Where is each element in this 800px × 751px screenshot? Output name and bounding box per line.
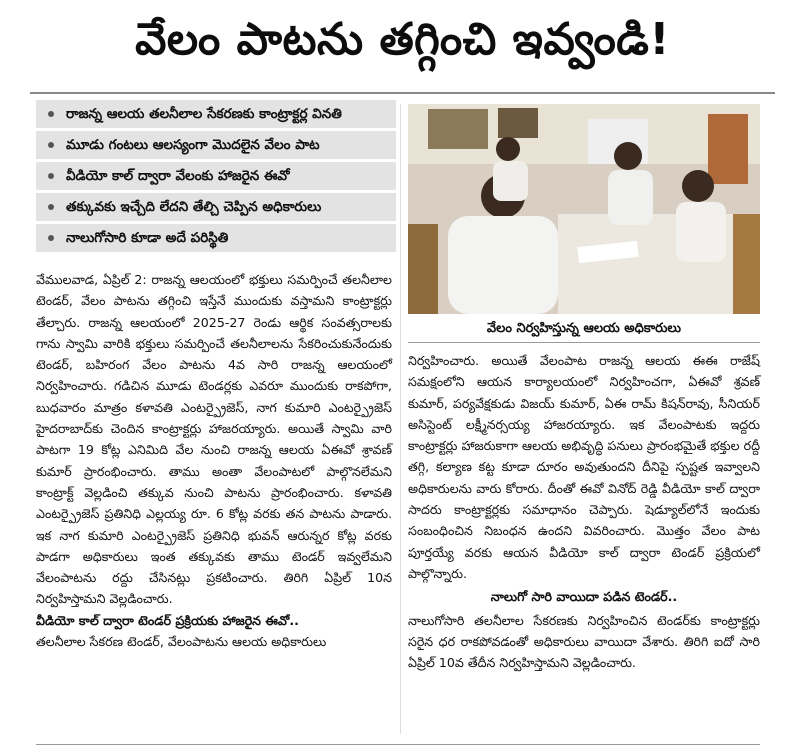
officials-meeting-photo (408, 104, 760, 314)
article-body-left: వేములవాడ, ఏప్రిల్ 2: రాజన్న ఆలయంలో భక్తులు సమర్పించే తలనీలాల టెండర్, వేలం పాటను తగ్గించి ఇస్తేనే ముందుకు వస్తామని కాంట్రాక్టర్లు తేల్చారు. రాజన్న ఆలయంలో 2025-27 రెండు ఆర్థిక సంవత్సరాలకు గాను స్వామి వారికి భక్తులు సమర్పించే తలనీలాలను సేకరించుకునేందుకు టెండర్, బహిరంగ వేలం పాటను 4వ సారి రాజన్న ఆలయంలో నిర్వహించారు. గడిచిన మూడు టెండర్లకు ఎవరూ ముందుకు రాకపోగా, బుధవారం మాత్రం కళావతి ఎంటర్ప్రైజెస్, నాగ కుమారి ఎంటర్ప్రైజెస్ హైదరాబాద్‌కు చెందిన కాంట్రాక్టర్లు హాజరయ్యారు. అయితే స్వామి వారి పాటగా 19 కోట్ల ఎనిమిది వేల నుంచి రాజన్న ఆలయ ఏఈవో శ్రావణ్ కుమార్ ప్రారంభించారు. తాము అంతా వేలంపాటలో పాల్గొనలేమని కాంట్రాక్ట్ వెల్లడించి తక్కువ నుంచి పాటను ప్రారంభించారు. కళావతి ఎంటర్ప్రైజెస్ ప్రతినిధి ఎల్లయ్య రూ. 6 కోట్ల వరకు తన పాటను పాడారు. ఇక నాగ కుమారి ఎంటర్ప్రైజెస్ ప్రతినిధి భువన్ ఆరున్నర కోట్ల వరకు పాడగా అధికారులు ఇంత తక్కువకు తాము టెండర్ ఇవ్వలేమని వేలంపాటను రద్దు చేసినట్లు ప్రకటించారు. తిరిగి ఏప్రిల్ 10న నిర్వహిస్తామని వెల్లడించారు. (36, 272, 392, 607)
bullet-text: తక్కువకు ఇచ్చేది లేదని తేల్చి చెప్పిన అధికారులు (66, 199, 322, 215)
news-photo (408, 104, 760, 314)
bullet-item (36, 162, 396, 190)
article-body-right: నిర్వహించారు. అయితే వేలంపాట రాజన్న ఆలయ ఈఈ రాజేష్ సమక్షంలోని ఆయన కార్యాలయంలో నిర్వహించగా, ఏఈవో శ్రవణ్ కుమార్, పర్యవేక్షకుడు విజయ్ కుమార్, ఏఈ రామ్ కిషన్‌రావు, సీనియర్ అసిస్టెంట్ లక్ష్మీనర్సయ్య హాజరయ్యారు. ఇక వేలంపాటకు ఇద్దరు కాంట్రాక్టర్లు హాజరుకాగా ఆలయ అభివృద్ధి పనులు ప్రారంభమైతే భక్తుల రద్దీ తగ్గి, కల్యాణ కట్ట కూడా దూరం అవుతుందని దీనిపై స్పష్టత ఇవ్వాలని అధికారులను వారు కోరారు. దీంతో ఈవో వినోద్ రెడ్డి వీడియో కాల్ ద్వారా సాదరు కాంట్రాక్టర్లకు సమాధానం చెప్పారు. షెడ్యూల్‌లోనే ఇందుకు సంబంధించిన నిబంధన ఉందని వివరించారు. మొత్తం వేలం పాట పూర్తయ్యే వరకు ఆయన వీడియో కాల్ ద్వారా టెండర్ ప్రక్రియలో పాల్గొన్నారు. (408, 353, 760, 581)
bullet-text: నాలుగోసారి కూడా అదే పరిస్థితి (66, 230, 229, 246)
bullet-item (36, 131, 396, 159)
headline-divider (30, 92, 775, 94)
bullet-list (36, 100, 396, 255)
photo-caption: వేలం నిర్వహిస్తున్న ఆలయ అధికారులు (408, 318, 760, 343)
bullet-dot-icon (48, 111, 54, 117)
bullet-dot-icon (48, 204, 54, 210)
bullet-text: వీడియో కాల్ ద్వారా వేలంకు హాజరైన ఈవో (66, 168, 290, 184)
subheading-postponed: నాలుగో సారి వాయిదా పడిన టెండర్.. (490, 589, 678, 605)
bullet-dot-icon (48, 235, 54, 241)
article-left-column (36, 269, 392, 652)
bullet-text: మూడు గంటలు ఆలస్యంగా మొదలైన వేలం పాట (66, 137, 320, 153)
article-tail-left: తలనీలాల సేకరణ టెండర్, వేలంపాటను ఆలయ అధికారులు (36, 634, 327, 650)
bullet-dot-icon (48, 142, 54, 148)
bullet-dot-icon (48, 173, 54, 179)
column-divider (400, 104, 401, 734)
bullet-text: రాజన్న ఆలయ తలనీలాల సేకరణకు కాంట్రాక్టర్ల వినతి (66, 106, 342, 122)
article-tail-right: నాలుగోసారి తలనీలాల సేకరణకు నిర్వహించిన టెండర్‌కు కాంట్రాక్టర్లు సరైన ధర రాకపోవడంతో అధికారులు వాయిదా వేశారు. తిరిగి ఐదో సారి ఏప్రిల్ 10వ తేదీన నిర్వహిస్తామని వెల్లడించారు. (408, 612, 760, 671)
bullet-item (36, 100, 396, 128)
bullet-item (36, 224, 396, 252)
bullet-item (36, 193, 396, 221)
headline: వేలం పాటను తగ్గించి ఇవ్వండి! (135, 14, 670, 65)
article-right-column (408, 350, 760, 673)
footer-divider (36, 744, 760, 745)
subheading-video-call: వీడియో కాల్ ద్వారా టెండర్ ప్రక్రియకు హాజరైన ఈవో.. (36, 612, 299, 628)
